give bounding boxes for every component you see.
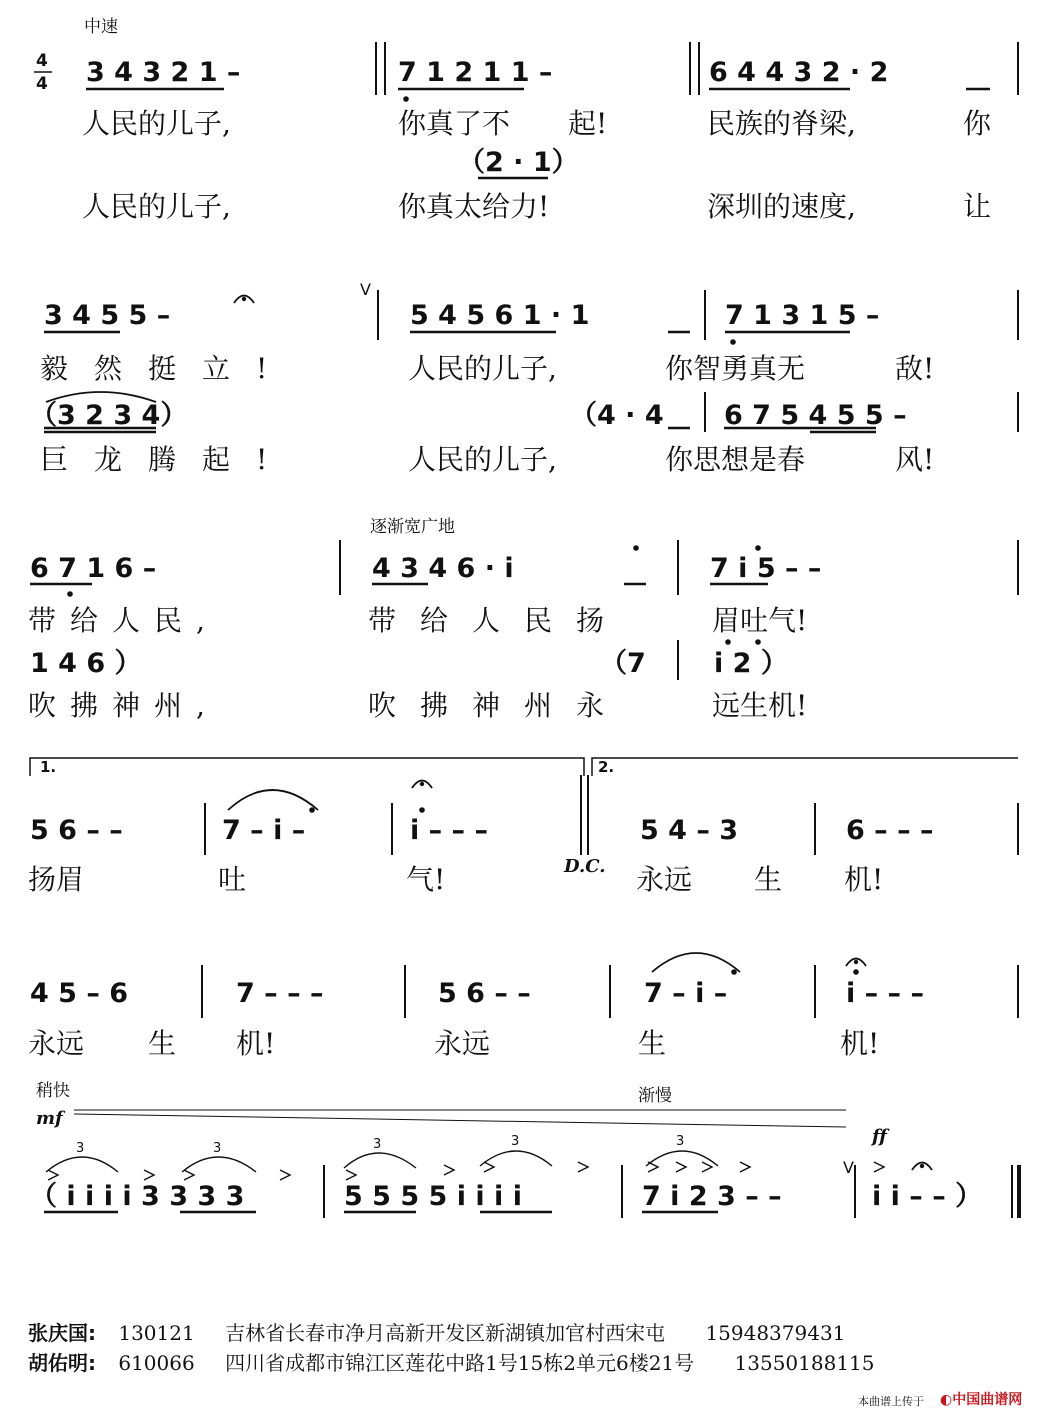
measure-3-1: 6 7 1 6 – <box>30 553 157 584</box>
time-signature-bottom: 4 <box>36 74 48 94</box>
site-name: 中国曲谱网 <box>952 1392 1023 1408</box>
lyric-7-2: 吐 <box>218 863 247 896</box>
fermata-dot <box>242 297 246 301</box>
upload-note: 本曲谱上传于 <box>858 1395 924 1408</box>
lyric-2-2: 你真太给力! <box>398 190 550 223</box>
triplet-label: 3 <box>213 1141 222 1156</box>
lyric-5-3: 眉吐气! <box>712 604 808 637</box>
fermata-dot <box>854 960 858 964</box>
volta-1-label: 1. <box>40 758 57 776</box>
lyric-7-3: 气! <box>406 863 446 896</box>
alternate-notes-3a: 1 4 6 ） <box>30 648 142 679</box>
lyric-1-3: 起! <box>568 107 608 140</box>
accent-mark <box>280 1170 290 1180</box>
measure-5-1: 4 5 – 6 <box>30 978 129 1009</box>
contact-phone: 15948379431 <box>705 1321 846 1345</box>
lyric-1-4: 民族的脊梁, <box>707 107 856 140</box>
expression-marking: 逐渐宽广地 <box>370 517 455 537</box>
lyric-2-1: 人民的儿子, <box>82 190 231 223</box>
lyric-1-2: 你真了不 <box>398 107 511 140</box>
accent-mark <box>874 1162 884 1172</box>
measure-3-2: 4 3 4 6 · i <box>372 553 514 584</box>
triplet-bracket <box>646 1151 718 1166</box>
lyric-7-1: 扬眉 <box>28 863 85 896</box>
measure-4-5: 6 – – – <box>846 815 934 846</box>
lyric-6-3: 远生机! <box>712 689 808 722</box>
accent-mark <box>648 1162 658 1172</box>
volta-1-bracket <box>30 758 584 776</box>
accent-mark <box>144 1170 154 1180</box>
volta-2-bracket <box>592 758 1018 776</box>
measure-5-3: 5 6 – – <box>438 978 531 1009</box>
lyric-8-5: 生 <box>638 1027 667 1060</box>
measure-4-2: 7 – i – <box>222 815 306 846</box>
accent-mark <box>184 1170 194 1180</box>
contact-zip: 610066 <box>118 1351 195 1375</box>
contact-zip: 130121 <box>118 1321 195 1345</box>
time-signature-top: 4 <box>36 51 48 71</box>
alternate-notes-3b: （7 <box>600 648 646 679</box>
lyric-8-4: 永远 <box>434 1027 491 1060</box>
slur <box>46 392 156 402</box>
lyric-5-2: 带给人民扬 <box>368 604 629 637</box>
alternate-notes-2c: 6 7 5 4 5 5 – <box>724 400 907 431</box>
breath-mark: V <box>360 280 371 299</box>
measure-4-3: i – – – <box>410 815 488 846</box>
triplet-label: 3 <box>511 1134 520 1149</box>
octave-dot <box>403 96 409 102</box>
lyric-4-1: 巨龙腾起! <box>40 443 294 476</box>
octave-dot <box>419 807 425 813</box>
triplet-bracket <box>480 1151 552 1166</box>
tempo-slightly-faster: 稍快 <box>36 1081 70 1101</box>
measure-4-4: 5 4 – 3 <box>640 815 739 846</box>
accent-mark <box>484 1162 494 1172</box>
slur <box>228 790 318 810</box>
octave-dots <box>67 96 924 1168</box>
triplet-label: 3 <box>373 1137 382 1152</box>
fermata-dot <box>920 1164 924 1168</box>
hairpin-line <box>74 1114 846 1127</box>
measure-5-2: 7 – – – <box>236 978 324 1009</box>
lyric-1-5: 你 <box>963 107 992 140</box>
lyric-8-2: 生 <box>148 1027 177 1060</box>
lyric-3-3: 你智勇真无 <box>665 352 806 385</box>
tempo-gradually-slower: 渐慢 <box>638 1086 672 1106</box>
lyric-3-4: 敌! <box>895 352 935 385</box>
triplet-bracket <box>46 1157 118 1172</box>
triplet-bracket <box>344 1153 416 1168</box>
lyric-6-2: 吹拂神州永 <box>368 689 629 722</box>
octave-dot <box>755 639 761 645</box>
measure-3-3: 7 i 5 – – <box>710 553 822 584</box>
lyric-3-2: 人民的儿子, <box>408 352 557 385</box>
contact-name: 胡佑明: <box>28 1351 96 1375</box>
octave-dot <box>755 545 761 551</box>
accent-mark <box>346 1170 356 1180</box>
octave-dot <box>725 639 731 645</box>
lyric-7-4: 永远 <box>636 863 693 896</box>
octave-dot <box>67 591 73 597</box>
accent-mark <box>676 1162 686 1172</box>
measure-2-2: 5 4 5 6 1 · 1 <box>410 300 590 331</box>
alternate-notes-3c: i 2 ） <box>714 648 788 679</box>
dynamic-ff: ff <box>872 1126 887 1147</box>
lyric-5-1: 带给人民, <box>28 604 219 637</box>
alternate-notes-1: （2 · 1） <box>458 147 579 178</box>
lyric-3-1: 毅然挺立! <box>40 352 294 385</box>
measure-1-1: 3 4 3 2 1 – <box>86 57 241 88</box>
measure-6-1: （ i i i i 3 3 3 3 <box>30 1181 245 1212</box>
da-capo-mark: D.C. <box>564 856 606 877</box>
fermata-dot <box>420 782 424 786</box>
triplet-label: 3 <box>676 1134 685 1149</box>
measure-1-3: 6 4 4 3 2 · 2 <box>709 57 889 88</box>
measure-5-5: i – – – <box>846 978 924 1009</box>
breath-mark-coda: V <box>843 1158 854 1177</box>
contact-address: 四川省成都市锦江区莲花中路1号15栋2单元6楼21号 <box>225 1351 695 1375</box>
accent-mark <box>702 1162 712 1172</box>
contact-name: 张庆国: <box>28 1321 96 1345</box>
measure-5-4: 7 – i – <box>644 978 728 1009</box>
measure-2-1: 3 4 5 5 – <box>44 300 171 331</box>
lyric-8-3: 机! <box>236 1027 276 1060</box>
octave-dot <box>309 807 315 813</box>
accent-mark <box>578 1162 588 1172</box>
lyric-8-1: 永远 <box>28 1027 85 1060</box>
lyric-4-4: 风! <box>895 443 935 476</box>
alternate-notes-2a: （3 2 3 4） <box>30 400 188 431</box>
triplet-label: 3 <box>76 1141 85 1156</box>
accent-mark <box>444 1165 454 1175</box>
measure-4-1: 5 6 – – <box>30 815 123 846</box>
lyric-6-1: 吹拂神州, <box>28 689 219 722</box>
site-logo-icon: ◐ <box>940 1392 953 1408</box>
lyric-8-6: 机! <box>840 1027 880 1060</box>
lyric-4-2: 人民的儿子, <box>408 443 557 476</box>
octave-dot <box>730 339 736 345</box>
lyric-4-3: 你思想是春 <box>665 443 806 476</box>
slur <box>652 953 740 972</box>
contact-phone: 13550188115 <box>734 1351 875 1375</box>
lyric-1-1: 人民的儿子, <box>82 107 231 140</box>
octave-dot <box>731 969 737 975</box>
measure-2-3: 7 1 3 1 5 – <box>725 300 880 331</box>
accent-mark <box>740 1162 750 1172</box>
triplet-bracket <box>182 1157 256 1172</box>
alternate-notes-2b: （4 · 4 <box>570 400 664 431</box>
accent-mark <box>48 1170 58 1180</box>
tempo-marking: 中速 <box>84 17 118 37</box>
lyric-2-3: 深圳的速度, <box>707 190 856 223</box>
measure-1-2: 7 1 2 1 1 – <box>398 57 553 88</box>
measure-6-2: 5 5 5 5 i i i i <box>344 1181 522 1212</box>
measure-6-4: i i – – ） <box>872 1181 983 1212</box>
volta-2-label: 2. <box>598 758 615 776</box>
octave-dot <box>633 545 639 551</box>
octave-dot <box>853 969 859 975</box>
dynamic-mf: mf <box>36 1108 63 1129</box>
lyric-7-5: 生 <box>754 863 783 896</box>
contact-address: 吉林省长春市净月高新开发区新湖镇加官村西宋屯 <box>225 1321 666 1345</box>
measure-6-3: 7 i 2 3 – – <box>642 1181 782 1212</box>
lyric-2-4: 让 <box>963 190 992 223</box>
lyric-7-6: 机! <box>844 863 884 896</box>
